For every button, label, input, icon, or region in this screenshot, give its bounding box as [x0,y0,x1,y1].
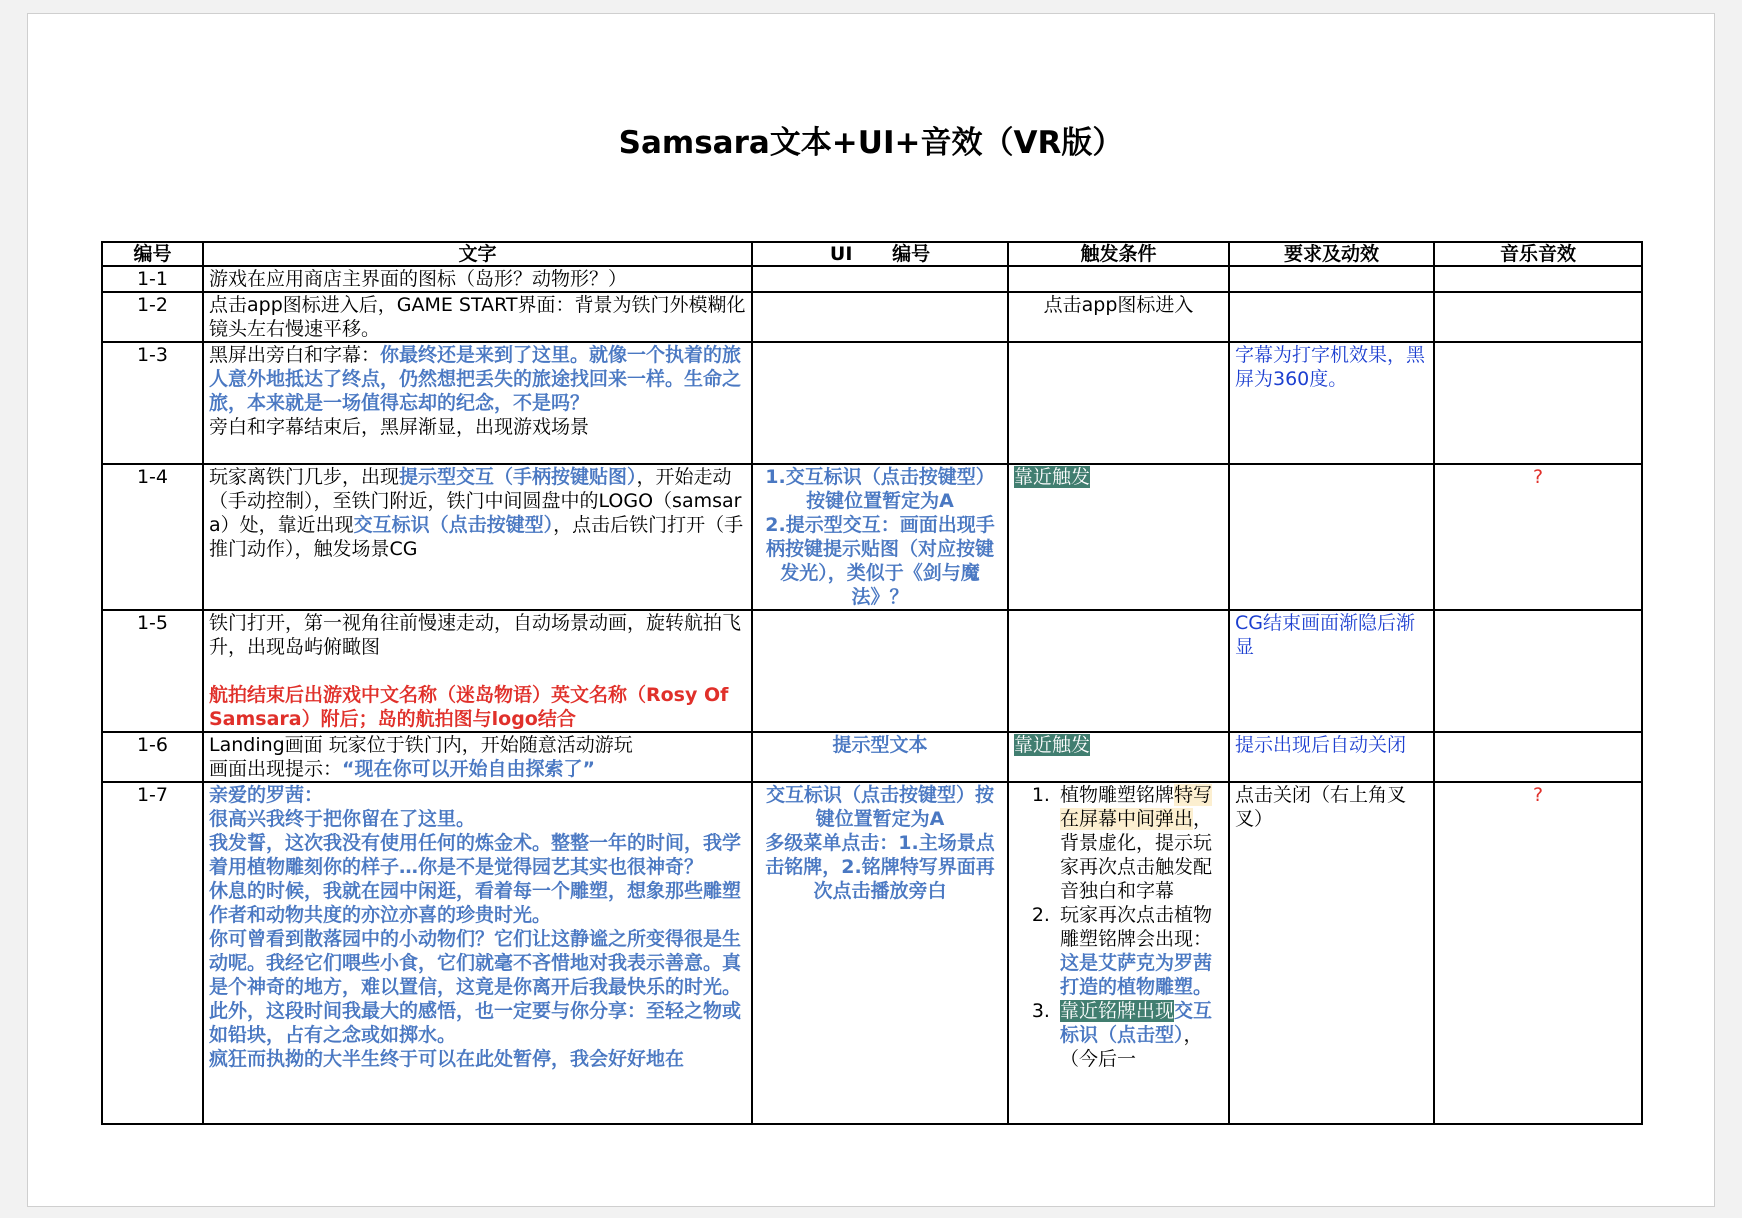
trigger-list [1014,783,1223,1071]
list-item [1056,783,1223,903]
text-segment: ，（今后一 [1060,1024,1203,1070]
row-music: ? [1434,464,1642,610]
header-music: 音乐音效 [1434,242,1642,266]
text-segment: 玩家再次点击植物雕塑铭牌会出现： [1060,904,1213,950]
table-header-row [102,242,1642,266]
row-requirements: 字幕为打字机效果，黑屏为360度。 [1229,342,1434,464]
text-segment: 画面出现提示： [209,758,343,780]
table-row [102,732,1642,782]
row-music [1434,732,1642,782]
header-text: 文字 [203,242,752,266]
row-ui [752,610,1008,732]
row-music [1434,266,1642,292]
table-row [102,464,1642,610]
trigger-highlight: 靠近触发 [1014,734,1091,756]
row-music: ? [1434,782,1642,1124]
row-music [1434,610,1642,732]
row-ui [752,266,1008,292]
row-ui: 1.交互标识（点击按键型）按键位置暂定为A 2.提示型交互：画面出现手柄按键提示贴图（对应按键发光），类似于《剑与魔法》？ [752,464,1008,610]
text-segment: ，点击后铁门打开（手推门动作），触发场景CG [209,514,744,560]
row-text [203,732,752,782]
text-segment: ，背景虚化，提示玩家再次点击触发配音独白和字幕 [1060,808,1213,902]
text-segment: ，开始走动（手动控制），至铁门附近，铁门中间圆盘中的LOGO（samsara）处，靠近出现 [209,466,742,536]
text-segment: Landing画面 玩家位于铁门内，开始随意活动游玩 [209,734,633,756]
row-text [203,266,752,292]
row-music [1434,342,1642,464]
list-item [1056,903,1223,999]
row-id: 1-6 [102,732,203,782]
header-trigger: 触发条件 [1008,242,1229,266]
trigger-highlight: 靠近铭牌出现 [1060,1000,1175,1022]
row-requirements [1229,266,1434,292]
row-ui: 提示型文本 [752,732,1008,782]
text-highlight: 提示型交互（手柄按键贴图） [399,466,637,488]
row-trigger [1008,732,1229,782]
row-text [203,464,752,610]
text-segment: 黑屏出旁白和字幕： [209,344,381,366]
row-id: 1-2 [102,292,203,342]
text-highlight: 这是艾萨克为罗茜打造的植物雕塑。 [1060,952,1213,998]
narration-text: 你最终还是来到了这里。就像一个执着的旅人意外地抵达了终点，仍然想把丢失的旅途找回来一样。生命之旅，本来就是一场值得忘却的纪念，不是吗？ [209,344,742,414]
row-requirements: 提示出现后自动关闭 [1229,732,1434,782]
text-highlight: 特写在屏幕中间弹出 [1060,784,1213,830]
header-id: 编号 [102,242,203,266]
row-trigger [1008,342,1229,464]
text-highlight: 交互标识（点击型） [1060,1000,1213,1046]
row-trigger [1008,464,1229,610]
table-row [102,342,1642,464]
row-trigger [1008,782,1229,1124]
text-segment: 游戏在应用商店主界面的图标（岛形？动物形？） [209,268,628,290]
row-id: 1-7 [102,782,203,1124]
script-table [101,241,1643,1125]
row-requirements [1229,292,1434,342]
row-id: 1-4 [102,464,203,610]
row-requirements: CG结束画面渐隐后渐显 [1229,610,1434,732]
letter-text: 亲爱的罗茜： 很高兴我终于把你留在了这里。 我发誓，这次我没有使用任何的炼金术。整整一年的时间，我学着用植物雕刻你的样子…你是不是觉得园艺其实也很神奇？ 休息的时候，我就在园中闲逛，看着每一个雕塑，想象那些雕塑作者和动物共度的亦泣亦喜的珍贵时光。 你可曾看到散落园中的小动物们？它们让这静谧之所变得很是生动呢。我经它们喂些小食，它们就毫不吝惜地对我表示善意。真是个神奇的地方，难以置信，这竟是你离开后我最快乐的时光。 此外，这段时间我最大的感悟，也一定要与你分享：至轻之物或如铅块，占有之念或如掷水。 疯狂而执拗的大半生终于可以在此处暂停，我会好好地在 [209,784,742,1070]
row-trigger [1008,610,1229,732]
row-text [203,782,752,1124]
table-row [102,266,1642,292]
header-requirements: 要求及动效 [1229,242,1434,266]
row-trigger [1008,266,1229,292]
prompt-text: “现在你可以开始自由探索了” [342,758,595,780]
list-item [1056,999,1223,1071]
row-ui [752,292,1008,342]
text-segment: 植物雕塑铭牌 [1060,784,1175,806]
document-page [27,13,1715,1207]
row-music [1434,292,1642,342]
header-ui: UI 编号 [752,242,1008,266]
text-segment: 点击app图标进入后，GAME START界面：背景为铁门外模糊化镜头左右慢速平移。 [209,294,746,340]
text-segment: 旁白和字幕结束后，黑屏渐显，出现游戏场景 [209,416,590,438]
title-note-text: 航拍结束后出游戏中文名称（迷岛物语）英文名称（Rosy Of Samsara）附后；岛的航拍图与logo结合 [209,684,729,730]
row-ui [752,342,1008,464]
row-text [203,292,752,342]
row-trigger: 点击app图标进入 [1008,292,1229,342]
row-text [203,342,752,464]
text-segment: 铁门打开，第一视角往前慢速走动，自动场景动画，旋转航拍飞升，出现岛屿俯瞰图 [209,612,742,658]
row-requirements: 点击关闭（右上角叉叉） [1229,782,1434,1124]
row-ui: 交互标识（点击按键型）按键位置暂定为A 多级菜单点击：1.主场景点击铭牌，2.铭牌特写界面再次点击播放旁白 [752,782,1008,1124]
row-requirements [1229,464,1434,610]
document-title: Samsara文本+UI+音效（VR版） [618,125,1124,161]
text-highlight: 交互标识（点击按键型） [353,514,554,536]
table-row [102,782,1642,1124]
table-row [102,610,1642,732]
row-id: 1-1 [102,266,203,292]
row-id: 1-3 [102,342,203,464]
trigger-list-container [1014,783,1223,1123]
row-id: 1-5 [102,610,203,732]
row-text [203,610,752,732]
text-segment: 玩家离铁门几步，出现 [209,466,400,488]
trigger-highlight: 靠近触发 [1014,466,1091,488]
table-row [102,292,1642,342]
